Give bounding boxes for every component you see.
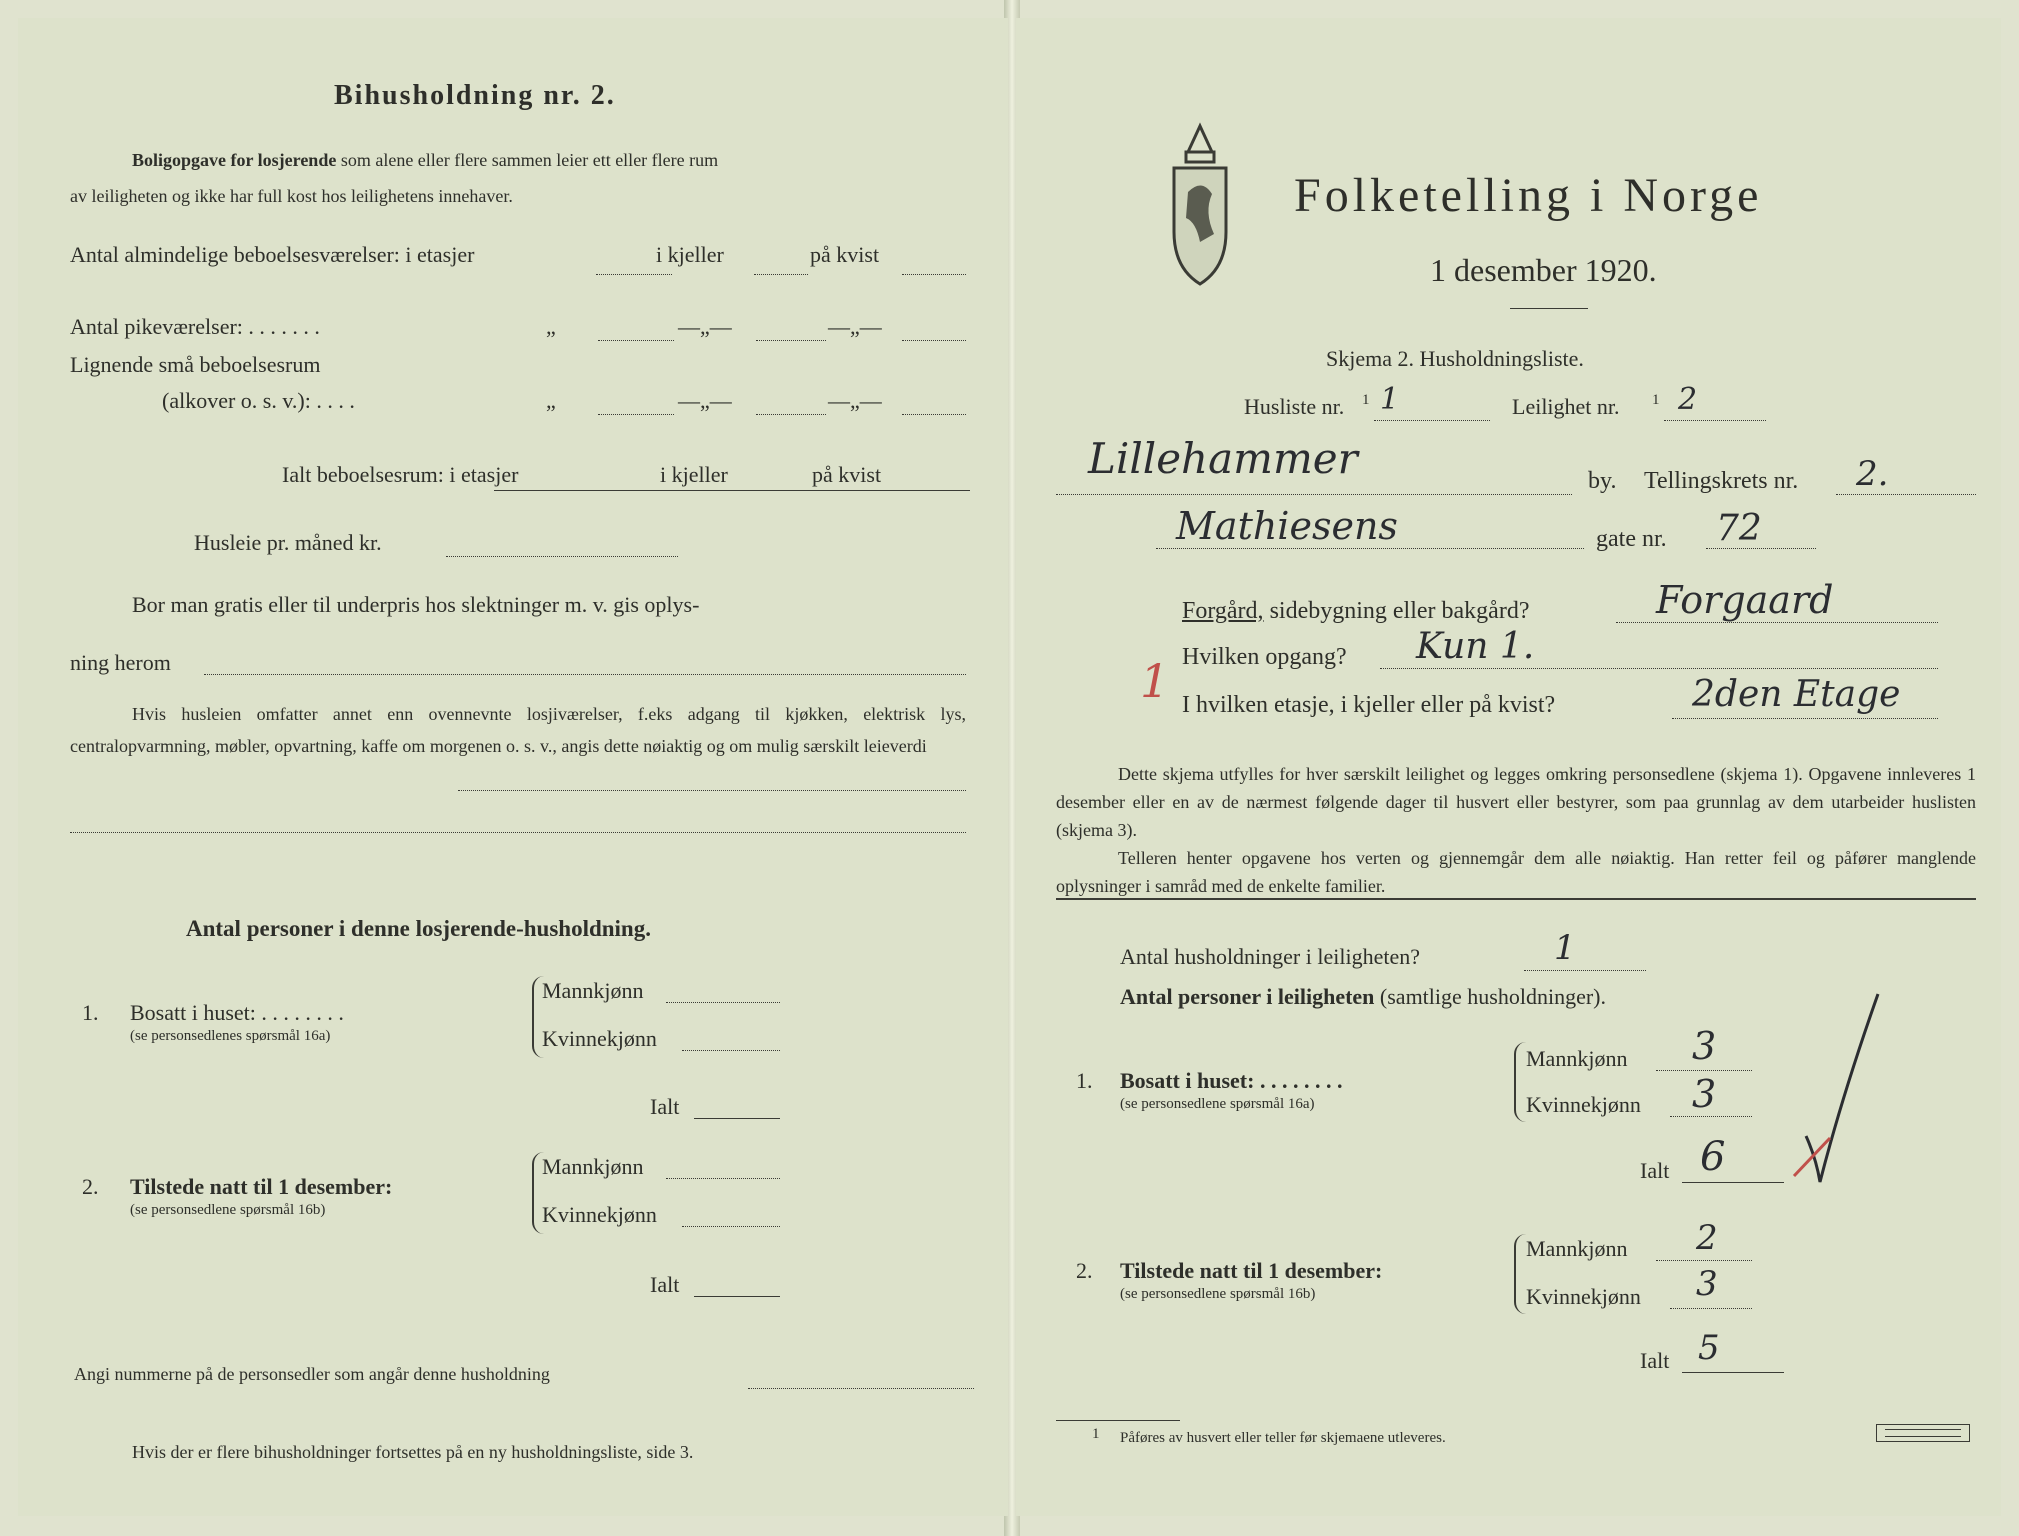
q2-mann-field bbox=[666, 1178, 780, 1179]
street-value: Mathiesens bbox=[1176, 504, 1398, 548]
lign-field-1 bbox=[598, 414, 674, 415]
etasje-field bbox=[1672, 718, 1938, 719]
r-q2-mann-field bbox=[1656, 1260, 1752, 1261]
etasje-label: I hvilken etasje, i kjeller eller på kvist? bbox=[1182, 692, 1556, 718]
husliste-value: 1 bbox=[1380, 382, 1400, 417]
rooms-kvist-field bbox=[902, 274, 966, 275]
leilighet-field bbox=[1664, 420, 1766, 421]
r-q1-num: 1. bbox=[1076, 1068, 1093, 1093]
r-q1-mann-field bbox=[1656, 1070, 1752, 1071]
rooms-kjeller-label: i kjeller bbox=[656, 242, 724, 267]
krets-value: 2. bbox=[1856, 454, 1889, 494]
left-footer: Hvis der er flere bihusholdninger fortsettes på en ny husholdningsliste, side 3. bbox=[132, 1442, 694, 1462]
ialt-rooms-line bbox=[494, 490, 970, 491]
info-paragraph-2: Telleren henter opgavene hos verten og gjennemgår dem alle nøiaktig. Han retter feil og påfører manglende oplysninger i samråd med de enkelte familier. bbox=[1056, 848, 1976, 896]
rooms-label: Antal almindelige beboelsesværelser: i etasjer bbox=[70, 242, 475, 267]
r-q2-sub: (se personsedlene spørsmål 16b) bbox=[1120, 1286, 1316, 1302]
angi-label: Angi nummerne på de personsedler som angår denne husholdning bbox=[74, 1364, 550, 1384]
q2-kvinne-field bbox=[682, 1226, 780, 1227]
forgard-field bbox=[1616, 622, 1938, 623]
r-q1-kvinne-label: Kvinnekjønn bbox=[1526, 1092, 1641, 1117]
lign-ditto-2: —„— bbox=[678, 388, 732, 413]
hvis-field bbox=[458, 790, 966, 791]
r-q2-ialt-value: 5 bbox=[1698, 1328, 1720, 1368]
r-q2-kvinne-field bbox=[1670, 1308, 1752, 1309]
r-q2-kvinne-value: 3 bbox=[1696, 1264, 1718, 1304]
gate-value: 72 bbox=[1716, 508, 1762, 549]
ialt-rooms-label: Ialt beboelsesrum: i etasjer bbox=[282, 462, 519, 487]
leilighet-label: Leilighet nr. bbox=[1512, 394, 1620, 419]
r-q1-ialt-label: Ialt bbox=[1640, 1158, 1670, 1183]
lign-field-2 bbox=[756, 414, 826, 415]
leilighet-value: 2 bbox=[1678, 382, 1698, 417]
r-q2-num: 2. bbox=[1076, 1258, 1093, 1283]
skjema-label: Skjema 2. Husholdningsliste. bbox=[1326, 346, 1584, 371]
opgang-field bbox=[1380, 668, 1938, 669]
q1-ialt-field bbox=[694, 1118, 780, 1119]
lign-ditto: „ bbox=[546, 388, 556, 413]
husliste-label: Husliste nr. bbox=[1244, 394, 1345, 419]
intro-line2: av leiligheten og ikke har full kost hos leilighetens innehaver. bbox=[70, 186, 513, 206]
pike-field-3 bbox=[902, 340, 966, 341]
r-q2-kvinne-label: Kvinnekjønn bbox=[1526, 1284, 1641, 1309]
pike-ditto-3: —„— bbox=[828, 314, 882, 339]
antal-hush-field bbox=[1524, 970, 1646, 971]
hvis-paragraph: Hvis husleien omfatter annet enn ovennevnte losjiværelser, f.eks adgang til kjøkken, elektrisk lys, centralopvarmning, møbler, opvartning, kaffe om morgenen o. s. v., angis dette nøiaktig og om mulig særskilt leieverdi bbox=[70, 704, 966, 756]
r-q2-ialt-field bbox=[1682, 1372, 1784, 1373]
antal-hush-value: 1 bbox=[1554, 928, 1576, 968]
q1-kvinne-field bbox=[682, 1050, 780, 1051]
gate-field bbox=[1706, 548, 1816, 549]
ialt-kjeller-label: i kjeller bbox=[660, 462, 728, 487]
q2-mann-label: Mannkjønn bbox=[542, 1154, 644, 1179]
rooms-kjeller-field bbox=[754, 274, 808, 275]
lign-label-2: (alkover o. s. v.): . . . . bbox=[162, 388, 355, 413]
antal-pers-label: Antal personer i leiligheten (samtlige husholdninger). bbox=[1120, 984, 1606, 1009]
city-field bbox=[1056, 494, 1572, 495]
r-q1-mann-value: 3 bbox=[1692, 1024, 1717, 1068]
r-q1-brace bbox=[1514, 1042, 1526, 1122]
opgang-label: Hvilken opgang? bbox=[1182, 644, 1347, 670]
coat-of-arms-icon bbox=[1168, 122, 1232, 288]
q1-num: 1. bbox=[82, 1000, 99, 1025]
antal-hush-label: Antal husholdninger i leiligheten? bbox=[1120, 944, 1420, 969]
lign-label-1: Lignende små beboelsesrum bbox=[70, 352, 321, 377]
pike-label: Antal pikeværelser: . . . . . . . bbox=[70, 314, 320, 339]
q2-ialt-field bbox=[694, 1296, 780, 1297]
pike-ditto: „ bbox=[546, 314, 556, 339]
r-q1-sub: (se personsedlene spørsmål 16a) bbox=[1120, 1096, 1315, 1112]
leilighet-footnote-mark: 1 bbox=[1652, 392, 1660, 408]
q2-ialt-label: Ialt bbox=[650, 1272, 680, 1297]
q1-ialt-label: Ialt bbox=[650, 1094, 680, 1119]
gate-label: gate nr. bbox=[1596, 526, 1667, 552]
ialt-kvist-label: på kvist bbox=[812, 462, 882, 487]
bor-line2: ning herom bbox=[70, 650, 171, 675]
census-date: 1 desember 1920. bbox=[1430, 252, 1657, 288]
bor-line1: Bor man gratis eller til underpris hos slektninger m. v. gis oplys- bbox=[132, 592, 700, 617]
q2-num: 2. bbox=[82, 1174, 99, 1199]
r-q1-label: Bosatt i huset: . . . . . . . . bbox=[1120, 1068, 1343, 1093]
opgang-value: Kun 1. bbox=[1416, 626, 1535, 667]
r-q2-label: Tilstede natt til 1 desember: bbox=[1120, 1258, 1383, 1283]
pike-field-1 bbox=[598, 340, 674, 341]
city-value: Lillehammer bbox=[1088, 434, 1358, 483]
printer-stamp-icon bbox=[1876, 1424, 1970, 1442]
check-mark-icon bbox=[1786, 986, 1896, 1198]
right-title: Folketelling i Norge bbox=[1294, 169, 1763, 222]
pike-ditto-2: —„— bbox=[678, 314, 732, 339]
q2-sub: (se personsedlene spørsmål 16b) bbox=[130, 1202, 326, 1218]
q1-mann-label: Mannkjønn bbox=[542, 978, 644, 1003]
forgard-value: Forgaard bbox=[1656, 578, 1834, 622]
info-paragraph-1: Dette skjema utfylles for hver særskilt leilighet og legges omkring personsedlene (skjema 1). Opgavene innleveres 1 desember eller en av de nærmest følgende dager til husvert eller bestyrer, som paa grunnlag av dem utarbeider huslisten (skjema 3). bbox=[1056, 764, 1976, 840]
r-q2-brace bbox=[1514, 1234, 1526, 1314]
r-q1-ialt-field bbox=[1682, 1182, 1784, 1183]
krets-label: Tellingskrets nr. bbox=[1644, 468, 1799, 494]
intro-line1: Boligopgave for losjerende som alene eller flere sammen leier ett eller flere rum bbox=[132, 150, 719, 170]
footnote-rule bbox=[1056, 1420, 1180, 1421]
date-underline bbox=[1510, 308, 1588, 309]
r-q2-mann-label: Mannkjønn bbox=[1526, 1236, 1628, 1261]
footnote-mark: 1 bbox=[1092, 1426, 1100, 1442]
r-q1-kvinne-field bbox=[1670, 1116, 1752, 1117]
forgard-label: Forgård, sidebygning eller bakgård? bbox=[1182, 598, 1530, 624]
husleie-field bbox=[446, 556, 678, 557]
r-q1-mann-label: Mannkjønn bbox=[1526, 1046, 1628, 1071]
left-page bbox=[18, 18, 1008, 1516]
lign-field-3 bbox=[902, 414, 966, 415]
info-separator bbox=[1056, 898, 1976, 900]
rooms-kvist-label: på kvist bbox=[810, 242, 880, 267]
by-label: by. bbox=[1588, 468, 1617, 494]
etasje-value: 2den Etage bbox=[1692, 674, 1901, 715]
q1-kvinne-label: Kvinnekjønn bbox=[542, 1026, 657, 1051]
q1-label: Bosatt i huset: . . . . . . . . bbox=[130, 1000, 344, 1025]
left-title: Bihusholdning nr. 2. bbox=[334, 80, 616, 111]
q1-sub: (se personsedlenes spørsmål 16a) bbox=[130, 1028, 331, 1044]
antal-heading: Antal personer i denne losjerende-husholdning. bbox=[186, 916, 651, 941]
husliste-footnote-mark: 1 bbox=[1362, 392, 1370, 408]
q2-label: Tilstede natt til 1 desember: bbox=[130, 1174, 393, 1199]
r-q1-kvinne-value: 3 bbox=[1692, 1072, 1717, 1116]
hvis-field-2 bbox=[70, 832, 966, 833]
q1-mann-field bbox=[666, 1002, 780, 1003]
krets-field bbox=[1836, 494, 1976, 495]
margin-mark: 1 bbox=[1140, 654, 1170, 708]
r-q1-ialt-value: 6 bbox=[1700, 1134, 1726, 1180]
lign-ditto-3: —„— bbox=[828, 388, 882, 413]
street-field bbox=[1156, 548, 1584, 549]
husleie-label: Husleie pr. måned kr. bbox=[194, 530, 382, 555]
right-page bbox=[1016, 18, 2001, 1516]
pike-field-2 bbox=[756, 340, 826, 341]
husliste-field bbox=[1374, 420, 1490, 421]
r-q2-ialt-label: Ialt bbox=[1640, 1348, 1670, 1373]
footnote-text: Påføres av husvert eller teller før skjemaene utleveres. bbox=[1120, 1430, 1446, 1446]
r-q2-mann-value: 2 bbox=[1696, 1218, 1718, 1258]
rooms-etasjer-field bbox=[596, 274, 672, 275]
bor-field bbox=[204, 674, 966, 675]
angi-field bbox=[748, 1388, 974, 1389]
q2-kvinne-label: Kvinnekjønn bbox=[542, 1202, 657, 1227]
